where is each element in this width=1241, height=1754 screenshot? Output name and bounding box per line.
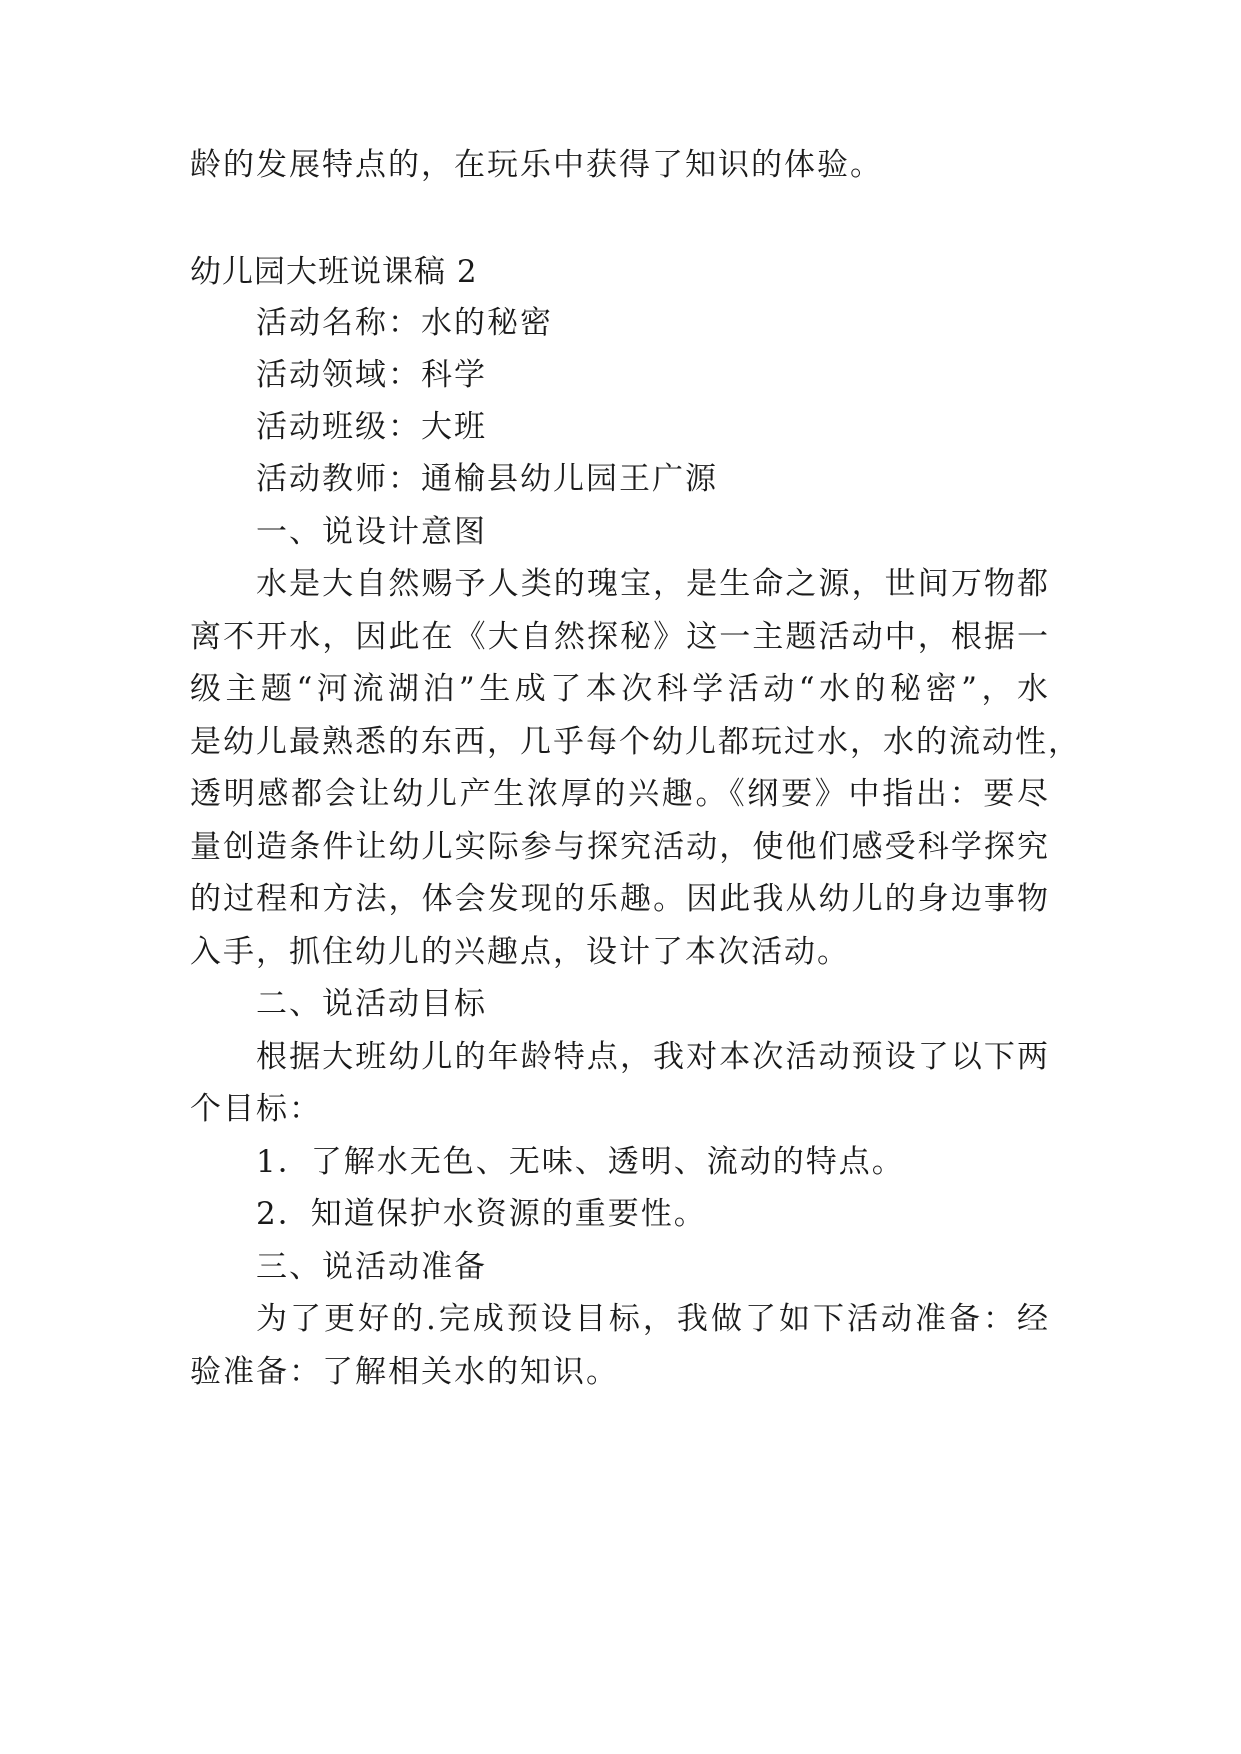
activity-teacher: 活动教师：通榆县幼儿园王广源	[256, 461, 718, 497]
activity-class: 活动班级：大班	[256, 409, 487, 445]
paragraph-line: 是幼儿最熟悉的东西，几乎每个幼儿都玩过水，水的流动性，	[190, 724, 1081, 760]
paragraph-line: 龄的发展特点的，在玩乐中获得了知识的体验。	[190, 147, 883, 183]
paragraph-line: 水是大自然赐予人类的瑰宝，是生命之源，世间万物都	[256, 566, 1050, 602]
section-title: 幼儿园大班说课稿 2	[190, 254, 478, 290]
paragraph-line: 验准备：了解相关水的知识。	[190, 1354, 619, 1390]
heading-activity-goals: 二、说活动目标	[256, 986, 487, 1022]
heading-activity-preparation: 三、说活动准备	[256, 1249, 487, 1285]
paragraph-line: 根据大班幼儿的年龄特点，我对本次活动预设了以下两	[256, 1039, 1050, 1075]
paragraph-line: 入手，抓住幼儿的兴趣点，设计了本次活动。	[190, 934, 850, 970]
paragraph-line: 的过程和方法，体会发现的乐趣。因此我从幼儿的身边事物	[190, 881, 1050, 917]
paragraph-line: 离不开水，因此在《大自然探秘》这一主题活动中，根据一	[190, 619, 1050, 655]
paragraph-line: 为了更好的.完成预设目标，我做了如下活动准备：经	[256, 1301, 1050, 1337]
goal-item-1: 1．了解水无色、无味、透明、流动的特点。	[256, 1144, 905, 1180]
paragraph-line: 个目标：	[190, 1091, 322, 1127]
paragraph-line: 量创造条件让幼儿实际参与探究活动，使他们感受科学探究	[190, 829, 1050, 865]
activity-domain: 活动领域：科学	[256, 357, 487, 393]
paragraph-line: 级主题“河流湖泊”生成了本次科学活动“水的秘密”，水	[190, 671, 1050, 707]
paragraph-line: 透明感都会让幼儿产生浓厚的兴趣。《纲要》中指出：要尽	[190, 776, 1050, 812]
heading-design-intent: 一、说设计意图	[256, 514, 487, 550]
activity-name: 活动名称：水的秘密	[256, 305, 553, 341]
goal-item-2: 2．知道保护水资源的重要性。	[256, 1196, 707, 1232]
